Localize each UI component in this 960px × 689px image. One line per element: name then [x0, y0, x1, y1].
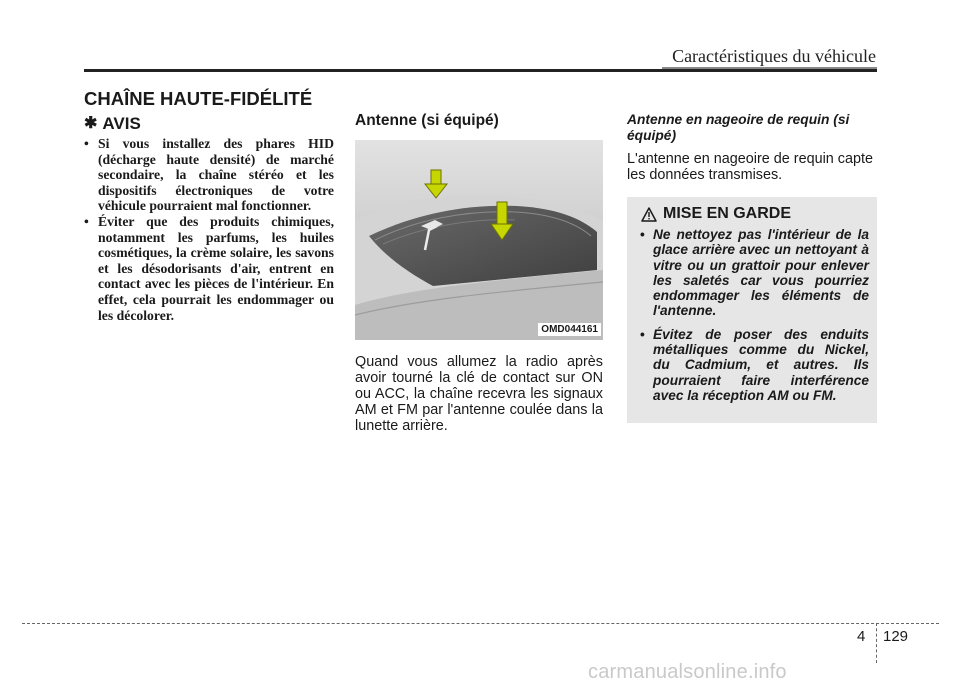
garde-heading [635, 205, 869, 223]
footer-dashed-rule [22, 623, 939, 624]
page-number: 129 [883, 628, 909, 645]
avis-heading [84, 114, 334, 134]
avis-column [84, 114, 334, 323]
asterisk-icon: ✱ [84, 115, 98, 132]
garde-list [635, 227, 869, 403]
antenne-heading: Antenne (si équipé) [355, 112, 499, 129]
garde-item: • Ne nettoyez pas l'intérieur de la glace arrière avec un nettoyant à vitre ou un grattoir pour enlever les saletés car vous pourriez endommager les éléments de l'antenne. [635, 227, 869, 319]
requin-column [627, 112, 877, 423]
footer-vertical-divider [876, 623, 877, 663]
avis-list [84, 136, 334, 323]
image-code-label: OMD044161 [538, 323, 601, 336]
garde-item: • Évitez de poser des enduits métalliques comme du Nickel, du Cadmium, et autres. Ils pourraient faire interférence avec la réception AM ou FM. [635, 327, 869, 403]
section-title: CHAÎNE HAUTE-FIDÉLITÉ [84, 88, 313, 109]
requin-description: L'antenne en nageoire de requin capte les données transmises. [627, 151, 873, 183]
antenne-column [355, 112, 603, 434]
avis-item: • Si vous installez des phares HID (décharge haute densité) de marché secondaire, la chaîne stéréo et les dispositifs électroniques de votre véhicule pourraient mal fonctionner. [84, 136, 334, 214]
garde-title: MISE EN GARDE [663, 205, 792, 222]
antenne-description: Quand vous allumez la radio après avoir tourné la clé de contact sur ON ou ACC, la chaîne recevra les signaux AM et FM par l'antenne coulée dans la lunette arrière. [355, 354, 603, 434]
avis-title: AVIS [102, 114, 141, 133]
header-rule [84, 69, 877, 72]
car-rear-illustration [355, 140, 603, 340]
rear-window-antenna-image [355, 140, 603, 340]
avis-item: • Éviter que des produits chimiques, notamment les parfums, les huiles cosmétiques, la crème solaire, les savons et les désodorisants d'air, entrent en contact avec les pièces de l'intérieur. En effet, cela pourrait les endommager ou les décolorer. [84, 214, 334, 323]
page-header-title: Caractéristiques du véhicule [672, 46, 876, 66]
warning-triangle-icon [641, 207, 657, 222]
watermark: carmanualsonline.info [588, 661, 787, 683]
chapter-number: 4 [857, 628, 866, 645]
requin-heading: Antenne en nageoire de requin (si équipé) [627, 112, 850, 143]
mise-en-garde-box [627, 197, 877, 423]
